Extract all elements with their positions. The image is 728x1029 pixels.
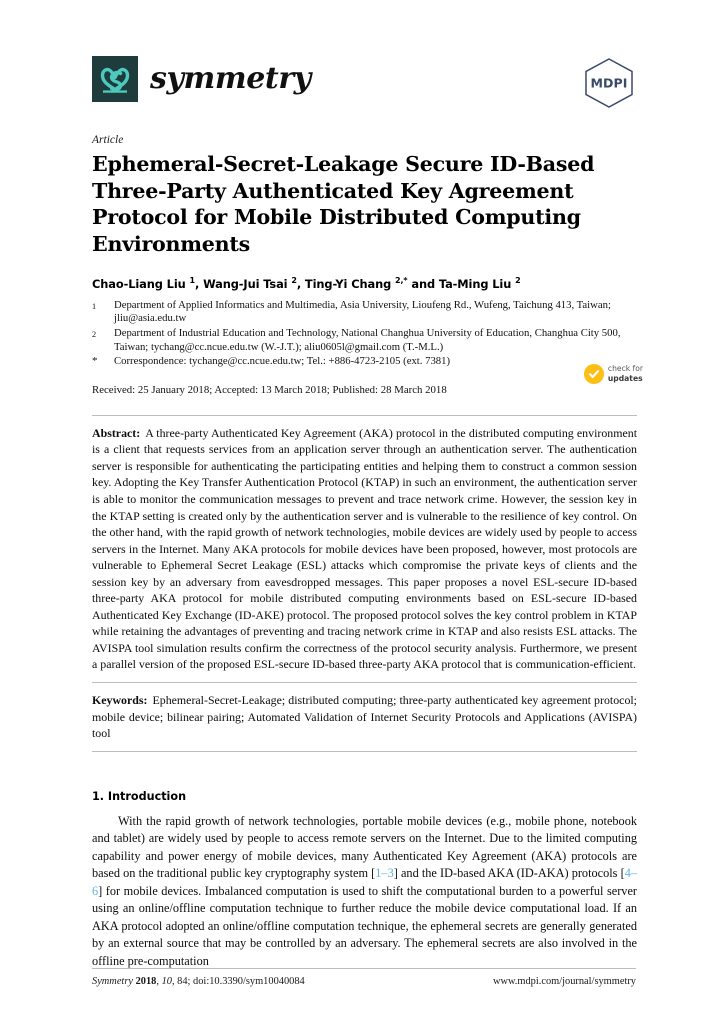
- keywords-text: Ephemeral-Secret-Leakage; distributed computing; three-party authenticated key agreement protocol; mobile device; bilinear pairing; Automated Validation of Internet Security Protocols and Applications (AVISPA) tool: [92, 692, 637, 741]
- affiliation-row: [92, 355, 637, 369]
- affiliation-text: Correspondence: tychange@cc.ncue.edu.tw; Tel.: +886-4723-2105 (ext. 7381): [114, 355, 451, 368]
- footer-year: 2018: [135, 976, 157, 987]
- citation-link-2[interactable]: 4–6: [92, 866, 637, 898]
- page-content: [92, 0, 643, 970]
- mdpi-logo-icon: [581, 56, 637, 110]
- masthead: [92, 56, 637, 118]
- divider-above-abstract: [92, 415, 637, 416]
- check-for-updates-badge[interactable]: [584, 364, 643, 384]
- page-footer: [92, 968, 636, 987]
- footer-url[interactable]: www.mdpi.com/journal/symmetry: [492, 976, 636, 987]
- svg-text:MDPI: MDPI: [590, 75, 628, 91]
- affiliation-marker: 1: [92, 301, 97, 311]
- divider-below-abstract: [92, 682, 637, 683]
- citation-link-1[interactable]: 1–3: [375, 866, 394, 881]
- affiliation-text: Department of Industrial Education and Technology, National Changhua University of Education, Changhua City 500, Taiwan; tychang@cc.ncue.edu.tw (W.-J.T.); aliu0605l@gmail.com (T.-M.L.): [114, 326, 621, 353]
- checkmark-icon: [584, 364, 604, 384]
- crossmark-line-1: check for: [607, 364, 643, 374]
- journal-name: symmetry: [150, 61, 311, 96]
- author-separator: ,: [296, 276, 305, 291]
- article-type-label: Article: [92, 134, 124, 146]
- intro-paragraph: [92, 813, 637, 971]
- intro-text-3: ] for mobile devices. Imbalanced computation is used to shift the computational burden to a powerful server using an online/offline computation technique to further reduce the mobile device computational load. If an AKA protocol adopted an online/offline computation technique, the ephemeral secrets are generally generated by an external source that may be controlled by an adversary. The ephemeral secrets are also involved in the offline pre-computation: [92, 883, 637, 968]
- affiliation-row: [92, 327, 637, 354]
- affiliation-row: [92, 299, 637, 326]
- author-separator: ,: [195, 276, 204, 291]
- intro-text-1: With the rapid growth of network technologies, portable mobile devices (e.g., mobile phone, notebook and tablet) are widely used by people to access remote servers on the Internet. Due to the limited computing capability and power energy of mobile devices, many Authenticated Key Agreement (AKA) protocols are based on the traditional public key cryptography system [: [92, 813, 637, 881]
- footer-citation: [92, 976, 305, 987]
- intro-text-2: ] and the ID-based AKA (ID-AKA) protocols [: [393, 866, 625, 881]
- publication-dates-row: [92, 364, 643, 406]
- affiliation-list: [92, 299, 637, 369]
- abstract-block: [92, 425, 637, 673]
- affiliation-marker: *: [92, 355, 98, 368]
- section-heading-introduction: 1. Introduction: [92, 789, 187, 803]
- author-name: Ting-Yi Chang: [304, 276, 395, 291]
- check-for-updates-text: [608, 364, 643, 383]
- author-affiliation-marker: 2: [515, 276, 521, 285]
- author-affiliation-marker: 2,*: [395, 276, 408, 285]
- divider-below-keywords: [92, 751, 637, 752]
- author-affiliation-marker: 1: [189, 276, 195, 285]
- journal-logo: [92, 56, 311, 102]
- abstract-text: A three-party Authenticated Key Agreement (AKA) protocol in the distributed computing environment is a client that requests services from an application server through an authentication server. The authentication server is responsible for authenticating the participating entities and helping them to construct a common session key. Adopting the Key Transfer Authentication Protocol (KTAP) in such an environment, the authentication server is able to monitor the communication messages to prevent and trace network crime. However, the session key in the KTAP setting is created only by the authentication server and is vulnerable to the resilience of key control. On the other hand, with the rapid growth of network technologies, mobile devices are widely used by people to access servers in the Internet. Many AKA protocols for mobile devices have been proposed, however, most protocols are vulnerable to Ephemeral Secret Leakage (ESL) attacks which compromise the private keys of clients and the session key by an adversary from eavesdropped messages. This paper proposes a novel ESL-secure ID-based three-party AKA protocol for mobile distributed computing environments based on ESL-secure ID-based Authenticated Key Exchange (ID-AKE) protocol. The proposed protocol solves the key control problem in KTAP while retaining the advantages of preventing and tracing network crime in KTAP and also resists ESL attacks. The AVISPA tool simulation results confirm the correctness of the protocol security analysis. Furthermore, we present a parallel version of the proposed ESL-secure ID-based three-party AKA protocol that is communication-efficient.: [92, 425, 637, 672]
- author-name: Wang-Jui Tsai: [203, 276, 292, 291]
- footer-issue-doi: , 84; doi:10.3390/sym10040084: [171, 976, 305, 987]
- symmetry-logo-icon: [92, 56, 138, 102]
- abstract-label: Abstract:: [92, 425, 141, 440]
- author-name: Chao-Liang Liu: [92, 276, 190, 291]
- footer-journal-name: Symmetry: [92, 976, 133, 987]
- keywords-block: [92, 692, 637, 742]
- affiliation-marker: 2: [92, 329, 97, 339]
- author-affiliation-marker: 2: [291, 276, 297, 285]
- keywords-label: Keywords:: [92, 692, 148, 707]
- author-separator: and: [407, 276, 439, 291]
- author-name: Ta-Ming Liu: [438, 276, 516, 291]
- crossmark-line-2: updates: [607, 373, 643, 383]
- affiliation-text: Department of Applied Informatics and Multimedia, Asia University, Lioufeng Rd., Wufeng, Taichung 413, Taiwan; jliu@asia.edu.tw: [114, 298, 611, 325]
- publication-dates: Received: 25 January 2018; Accepted: 13 March 2018; Published: 28 March 2018: [92, 383, 447, 396]
- footer-volume: , 10: [156, 976, 172, 987]
- page-title: Ephemeral-Secret-Leakage Secure ID-Based Three-Party Authenticated Key Agreement Protocol for Mobile Distributed Computing Environments: [92, 152, 595, 256]
- author-list: [92, 273, 637, 292]
